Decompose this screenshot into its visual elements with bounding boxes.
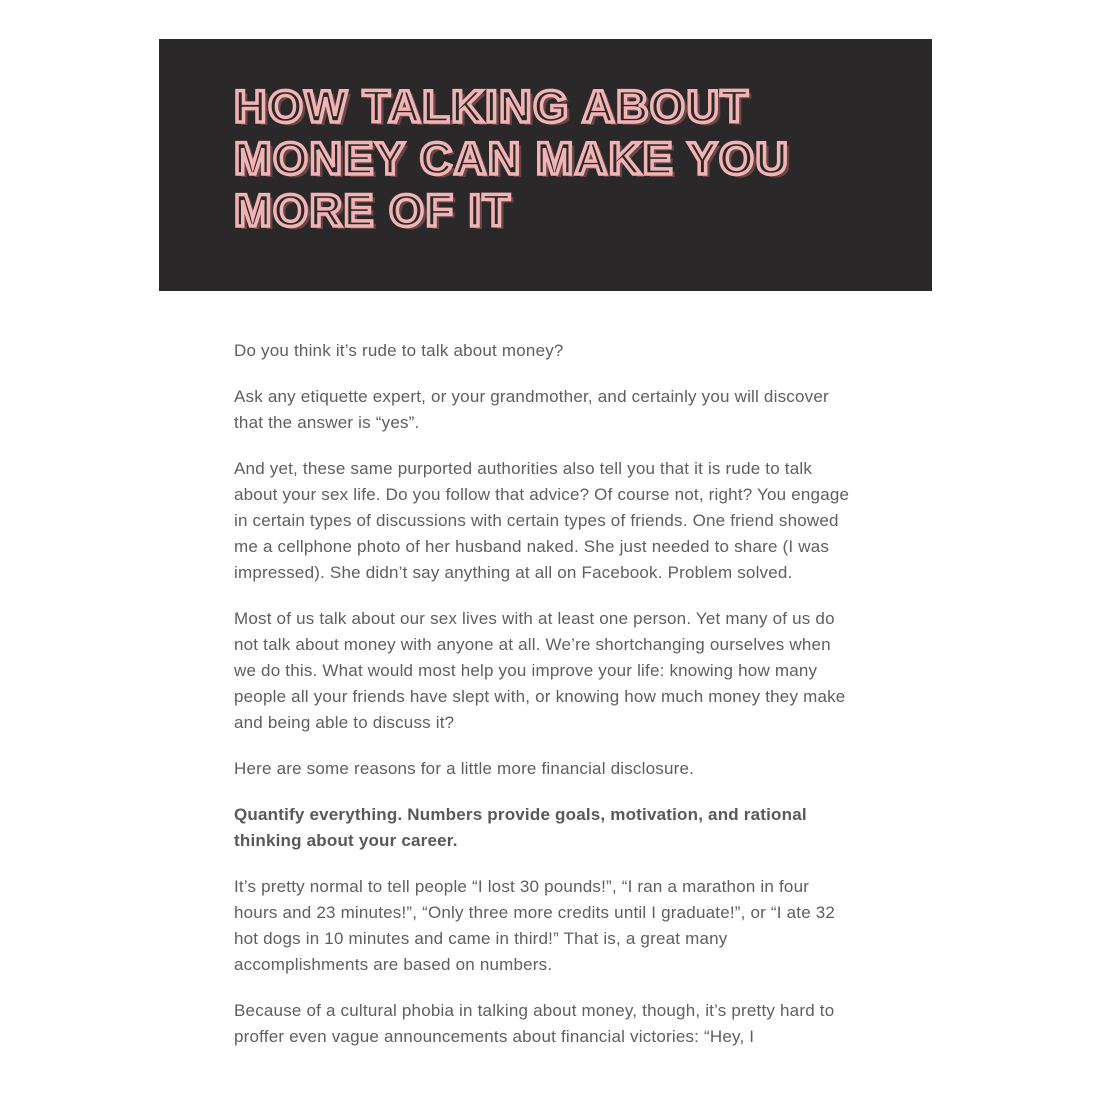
paragraph-sex-life-comparison: And yet, these same purported authorities also tell you that it is rude to talk about your sex life. Do you follow that advice? Of course not, right? You engage in certain types of discussions with certain types of friends. One friend showed me a cellphone photo of her husband naked. She just needed to share (I was impressed). She didn’t say anything at all on Facebook. Problem solved.	[234, 459, 850, 582]
paragraph-etiquette: Ask any etiquette expert, or your grandmother, and certainly you will discover that the answer is “yes”.	[234, 387, 829, 432]
post-body	[159, 291, 932, 1050]
paragraph-intro-question: Do you think it’s rude to talk about money?	[234, 341, 564, 360]
paragraph-shortchanging: Most of us talk about our sex lives with at least one person. Yet many of us do not talk about money with anyone at all. We’re shortchanging ourselves when we do this. What would most help you improve your life: knowing how many people all your friends have slept with, or knowing how much money they make and being able to discuss it?	[234, 609, 846, 732]
post-header-banner	[159, 39, 932, 291]
post-title: HOW TALKING ABOUT MONEY CAN MAKE YOU MORE OF IT	[234, 81, 790, 236]
paragraph-reasons-lead-in: Here are some reasons for a little more financial disclosure.	[234, 759, 695, 778]
section-heading-quantify: Quantify everything. Numbers provide goals, motivation, and rational thinking about your career.	[234, 805, 807, 850]
paragraph-cultural-phobia: Because of a cultural phobia in talking about money, though, it’s pretty hard to proffer even vague announcements about financial victories: “Hey, I	[234, 1001, 835, 1046]
blog-post	[159, 0, 932, 1050]
paragraph-numbers-examples: It’s pretty normal to tell people “I lost 30 pounds!”, “I ran a marathon in four hours and 23 minutes!”, “Only three more credits until I graduate!”, or “I ate 32 hot dogs in 10 minutes and came in third!” That is, a great many accomplishments are based on numbers.	[234, 877, 836, 974]
